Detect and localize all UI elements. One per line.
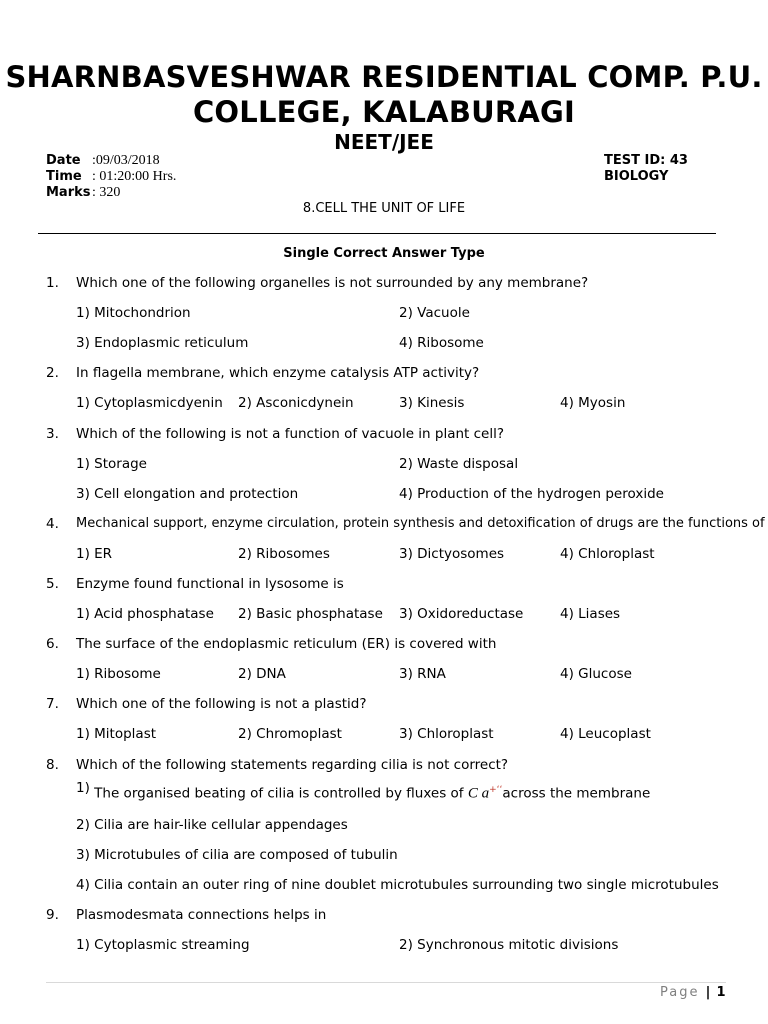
question-number: 5. <box>46 576 59 592</box>
question-text: Plasmodesmata connections helps in <box>76 907 327 923</box>
header-divider <box>38 233 716 234</box>
option-suffix: across the membrane <box>502 785 651 802</box>
time-row <box>46 169 176 185</box>
q8-option-4: 4) Cilia contain an outer ring of nine doublet microtubules surrounding two single microtubules <box>76 877 719 893</box>
question-number: 2. <box>46 365 59 381</box>
college-name-line2: COLLEGE, KALABURAGI <box>192 95 576 129</box>
exam-type: NEET/JEE <box>334 130 434 154</box>
date-value: :09/03/2018 <box>92 153 160 168</box>
q5-option-3: 3) Oxidoreductase <box>399 606 524 622</box>
question-number: 7. <box>46 696 59 712</box>
q3-option-1: 1) Storage <box>76 456 147 472</box>
q6-option-4: 4) Glucose <box>560 666 632 682</box>
question-number: 1. <box>46 275 59 291</box>
page-number <box>660 985 726 1000</box>
q1-option-4: 4) Ribosome <box>399 335 484 351</box>
q4-option-1: 1) ER <box>76 546 113 562</box>
q4-option-4: 4) Chloroplast <box>560 546 655 562</box>
q2-option-2: 2) Asconicdynein <box>238 395 354 411</box>
q8-option-1 <box>76 779 651 803</box>
q6-option-1: 1) Ribosome <box>76 666 161 682</box>
chapter-title: 8.CELL THE UNIT OF LIFE <box>302 201 466 216</box>
q6-option-2: 2) DNA <box>238 666 286 682</box>
q6-option-3: 3) RNA <box>399 666 446 682</box>
q1-option-2: 2) Vacuole <box>399 305 470 321</box>
time-value: : 01:20:00 Hrs. <box>92 169 177 184</box>
date-label: Date <box>46 153 81 168</box>
calcium-formula: C a <box>467 785 490 802</box>
q8-option-3: 3) Microtubules of cilia are composed of tubulin <box>76 847 398 863</box>
question-text: Which one of the following organelles is not surrounded by any membrane? <box>76 275 589 291</box>
question-text: The surface of the endoplasmic reticulum (ER) is covered with <box>76 636 497 652</box>
page-label: Page <box>660 985 700 1000</box>
q2-option-4: 4) Myosin <box>560 395 626 411</box>
question-text: Which of the following statements regarding cilia is not correct? <box>76 757 509 773</box>
q2-option-3: 3) Kinesis <box>399 395 465 411</box>
q7-option-1: 1) Mitoplast <box>76 726 157 742</box>
q3-option-4: 4) Production of the hydrogen peroxide <box>399 486 664 502</box>
q4-option-3: 3) Dictyosomes <box>399 546 505 562</box>
question-text: Enzyme found functional in lysosome is <box>76 576 344 592</box>
q3-option-2: 2) Waste disposal <box>399 456 519 472</box>
question-number: 6. <box>46 636 59 652</box>
q3-option-3: 3) Cell elongation and protection <box>76 486 299 502</box>
section-title: Single Correct Answer Type <box>283 246 485 261</box>
question-number: 8. <box>46 757 59 773</box>
marks-row <box>46 185 120 201</box>
subject: BIOLOGY <box>604 169 669 184</box>
q1-option-1: 1) Mitochondrion <box>76 305 191 321</box>
option-prefix: 1) <box>76 779 90 796</box>
q5-option-4: 4) Liases <box>560 606 621 622</box>
q7-option-2: 2) Chromoplast <box>238 726 342 742</box>
question-number: 4. <box>46 516 59 532</box>
option-text: The organised beating of cilia is controlled by fluxes of <box>94 785 464 802</box>
test-id: TEST ID: 43 <box>604 153 688 168</box>
question-text: In flagella membrane, which enzyme catalysis ATP activity? <box>76 365 480 381</box>
q5-option-1: 1) Acid phosphatase <box>76 606 214 622</box>
q9-option-2: 2) Synchronous mitotic divisions <box>399 937 619 953</box>
question-text: Which one of the following is not a plastid? <box>76 696 367 712</box>
page-separator: | <box>705 985 711 1000</box>
q4-option-2: 2) Ribosomes <box>238 546 330 562</box>
q7-option-4: 4) Leucoplast <box>560 726 651 742</box>
ion-charge-superscript: +‘‘ <box>489 785 503 795</box>
marks-value: : 320 <box>92 185 121 200</box>
question-number: 9. <box>46 907 59 923</box>
marks-label: Marks <box>46 185 91 200</box>
q1-option-3: 3) Endoplasmic reticulum <box>76 335 249 351</box>
q8-option-2: 2) Cilia are hair-like cellular appendages <box>76 817 348 833</box>
question-text: Which of the following is not a function of vacuole in plant cell? <box>76 426 505 442</box>
q9-option-1: 1) Cytoplasmic streaming <box>76 937 250 953</box>
footer-divider <box>46 982 726 983</box>
q2-option-1: 1) Cytoplasmicdyenin <box>76 395 223 411</box>
page-number-value: 1 <box>716 985 726 1000</box>
date-row <box>46 153 160 169</box>
college-name-line1: SHARNBASVESHWAR RESIDENTIAL COMP. P.U. <box>5 60 763 94</box>
question-text: Mechanical support, enzyme circulation, protein synthesis and detoxification of drugs are the functions of <box>76 516 765 531</box>
question-number: 3. <box>46 426 59 442</box>
q7-option-3: 3) Chloroplast <box>399 726 494 742</box>
q5-option-2: 2) Basic phosphatase <box>238 606 383 622</box>
time-label: Time <box>46 169 82 184</box>
